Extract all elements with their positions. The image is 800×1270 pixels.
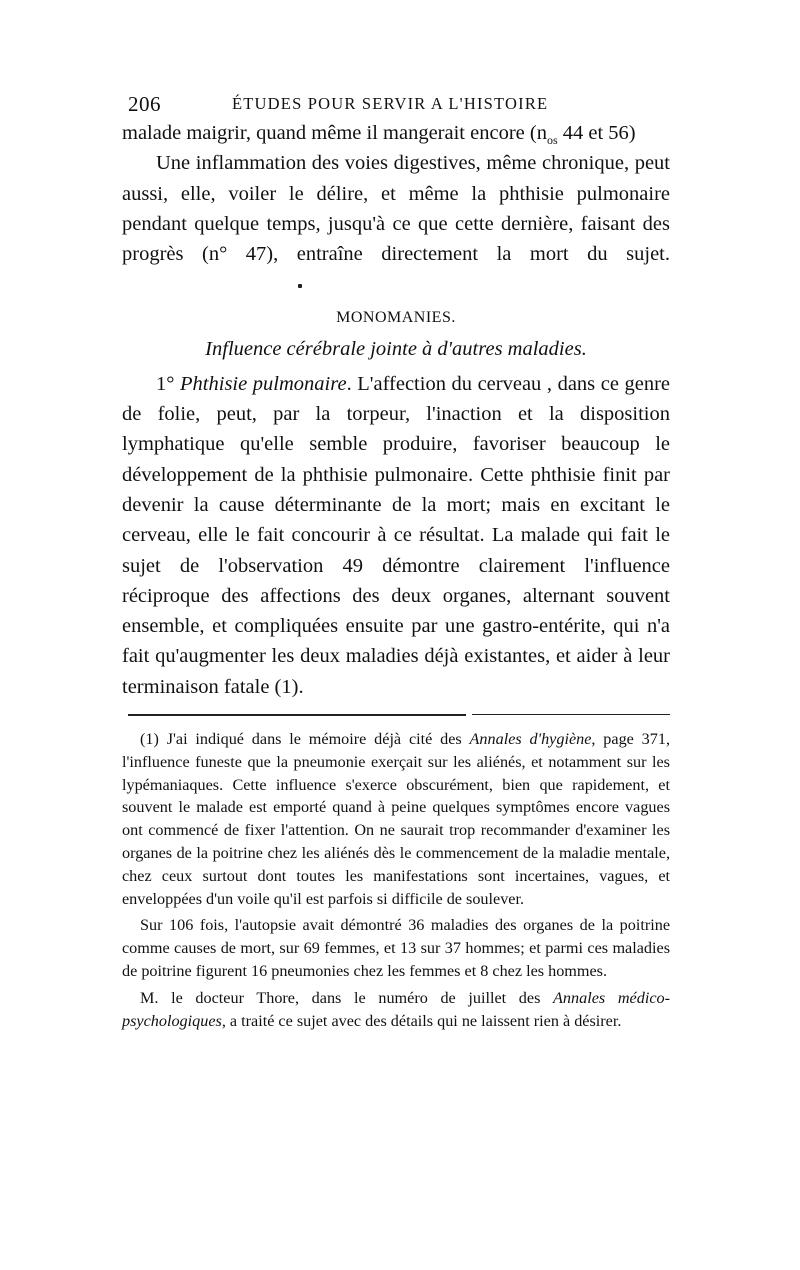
- phthisie-term: Phthisie pulmonaire: [180, 372, 347, 395]
- book-page: [122, 92, 670, 1036]
- paragraph-continuation: [122, 118, 670, 148]
- footnote-1-pre: (1) J'ai indiqué dans le mémoire déjà cité des: [140, 730, 470, 749]
- footnotes: [122, 728, 670, 1032]
- phthisie-lead: 1°: [156, 372, 181, 395]
- footnote-separator: [122, 714, 670, 716]
- section-heading: MONOMANIES.: [336, 308, 456, 326]
- footnote-3-post: , a traité ce sujet avec des détails qui ne laissent rien à désirer.: [221, 1011, 622, 1030]
- footnote-1-journal: Annales d'hygiène: [469, 730, 592, 749]
- separator-rule-left: [128, 714, 466, 716]
- phthisie-text: . L'affection du cerveau , dans ce genre de folie, peut, par la torpeur, l'inaction et la disposition lymphatique qu'elle semble produire, favoriser beaucoup le développement de la phthisie pulmonaire. Cette phthisie finit par devenir la cause déterminante de la mort; mais en excitant le cerveau, elle le fait concourir à ce résultat. La malade qui fait le sujet de l'observation 49 démontre clairement l'influence réciproque des affections des deux organes, alternant souvent ensemble, et compliquées ensuite par une gastro-entérite, qui n'a fait qu'augmenter les deux maladies déjà existantes, et aider à leur terminaison fatale (1).: [122, 372, 671, 698]
- continuation-text: malade maigrir, quand même il mangerait encore (n: [122, 122, 547, 144]
- separator-rule-right: [472, 714, 670, 715]
- paragraph-phthisie: [122, 369, 670, 702]
- main-text: [122, 118, 670, 702]
- subscript-os: os: [546, 133, 558, 148]
- footnote-3-journal: Annales médico-psychologiques: [122, 988, 670, 1030]
- continuation-tail: 44 et 56): [557, 122, 636, 144]
- running-head: [122, 92, 670, 118]
- footnote-3: [122, 987, 670, 1033]
- footnote-1-post: , page 371, l'influence funeste que la pneumonie exerçait sur les aliénés, et notamment sur les lypémaniaques. Cette influence s'exerce obscurément, bien que rapidement, et souvent le malade est emporté quand à peine quelques symptômes encore vagues ont commencé de fixer l'attention. On ne saurait trop recommander d'examiner les organes de la poitrine chez les aliénés dès le commencement de la maladie mentale, chez ceux surtout dont toutes les manifestations sont incertaines, vagues, et enveloppées d'un voile qu'il est parfois si difficile de soulever.: [122, 730, 671, 908]
- stray-ink-mark: [298, 284, 302, 288]
- footnote-2: Sur 106 fois, l'autopsie avait démontré 36 maladies des organes de la poitrine comme causes de mort, sur 69 femmes, et 13 sur 37 hommes; et parmi ces maladies de poitrine figurent 16 pneumonies chez les femmes et 8 chez les hommes.: [122, 916, 670, 981]
- footnote-1: [122, 728, 670, 910]
- paragraph-inflammation: [122, 148, 670, 299]
- section-subheading: Influence cérébrale jointe à d'autres maladies.: [205, 337, 587, 360]
- inflammation-text: Une inflammation des voies digestives, même chronique, peut aussi, elle, voiler le délire, et même la phthisie pulmonaire pendant quelque temps, jusqu'à ce que cette dernière, faisant des progrès (n° 47), entraîne directement la mort du sujet.: [122, 152, 670, 266]
- running-title: ÉTUDES POUR SERVIR A L'HISTOIRE: [232, 94, 549, 113]
- footnote-3-pre: M. le docteur Thore, dans le numéro de juillet des: [140, 988, 554, 1007]
- page-number: 206: [128, 92, 161, 116]
